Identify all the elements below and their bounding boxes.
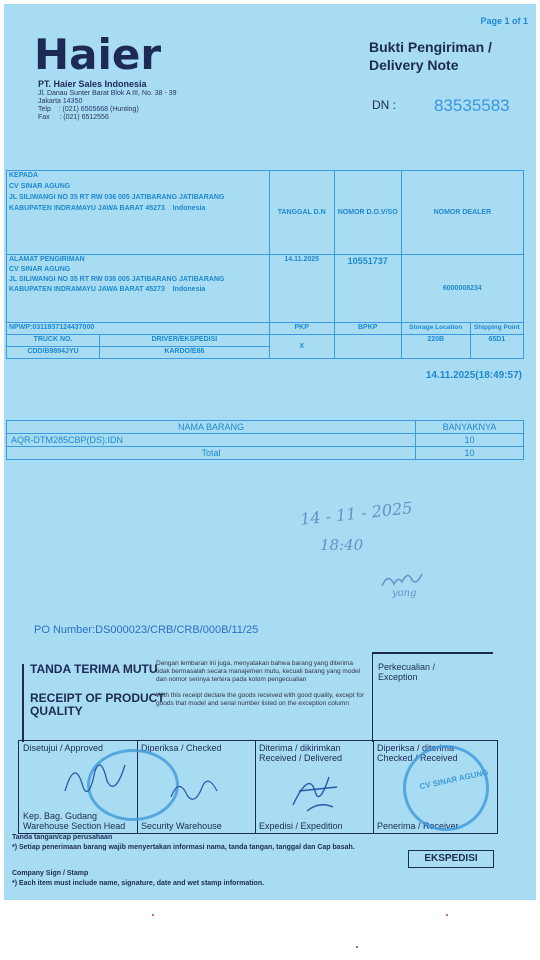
table-row	[7, 434, 524, 447]
receipt-title-en: RECEIPT OF PRODUCT QUALITY	[30, 691, 165, 718]
receipt-bracket	[22, 664, 24, 742]
pkp-header: PKP	[269, 323, 334, 335]
npwp: NPWP:0311937124437000	[7, 323, 270, 335]
nomor-header: NOMOR D.O.V/SO	[334, 171, 401, 255]
approved-signature	[55, 751, 135, 811]
checked-signature	[165, 767, 225, 817]
haier-logo: Haier	[34, 30, 162, 79]
company-address: Jl. Danau Sunter Barat Blok A III, No. 38 - 39 Jakarta 14350 Telp : (021) 6505668 (Hunting) Fax : (021) 6512556	[38, 90, 177, 121]
speck	[356, 946, 358, 948]
alamat-label: ALAMAT PENGIRIMAN	[9, 256, 85, 263]
receipt-text-id: Dengan lembaran ini juga, menyatakan bahwa barang yang diterima tidak bermasalah secara manajemen mutu, kecuali barang yang model dan nomor serinya tertera pada kolom pengecualian	[156, 660, 361, 683]
footer-line-1: Tanda tangan/cap perusahaan	[12, 834, 113, 841]
items-header-name: NAMA BARANG	[7, 421, 416, 434]
handwritten-time: 18:40	[320, 536, 364, 554]
checked-footer: Security Warehouse	[141, 821, 222, 831]
total-qty: 10	[416, 447, 524, 460]
delivered-footer: Expedisi / Expedition	[259, 821, 343, 831]
received-footer: Penerima / Receiver	[377, 821, 459, 831]
approved-footer: Kep. Bag. Gudang Warehouse Section Head	[23, 811, 126, 831]
item-name: AQR-DTM285CBP(DS):IDN	[7, 434, 416, 447]
driver-value: KARDO/E86	[100, 347, 270, 359]
signature-table	[18, 740, 498, 834]
dealer-header: NOMOR DEALER	[401, 171, 523, 255]
alamat-country: Indonesia	[172, 286, 206, 293]
approved-header: Disetujui / Approved	[23, 743, 104, 753]
shipping-header: Shipping Point	[470, 323, 523, 335]
company-name: PT. Haier Sales Indonesia	[38, 79, 147, 89]
kepada-label: KEPADA	[9, 172, 39, 179]
company-stamp	[403, 745, 489, 831]
ekspedisi-box: EKSPEDISI	[408, 850, 494, 868]
speck	[152, 914, 154, 916]
tanggal-header: TANGGAL D.N	[269, 171, 334, 255]
info-table	[6, 170, 524, 359]
storage-header: Storage Location	[401, 323, 470, 335]
po-number: PO Number:DS000023/CRB/CRB/000B/11/25	[34, 624, 259, 636]
speck	[446, 914, 448, 916]
shipping-value: 65D1	[470, 335, 523, 359]
dealer-value: 6000008234	[401, 255, 523, 323]
items-table	[6, 420, 524, 460]
bpkp-header: BPKP	[334, 323, 401, 335]
nomor-value: 10551737	[334, 255, 401, 323]
print-timestamp: 14.11.2025(18:49:57)	[425, 370, 522, 381]
document-title: Bukti Pengiriman / Delivery Note	[369, 39, 492, 73]
company-stamp-text: CV SINAR AGUNG	[418, 767, 490, 792]
item-qty: 10	[416, 434, 524, 447]
handwritten-date: 14 - 11 - 2025	[299, 498, 414, 529]
exception-label: Perkecualian / Exception	[378, 662, 436, 682]
storage-value: 220B	[401, 335, 470, 359]
alamat-address-2: KABUPATEN INDRAMAYU JAWA BARAT 45273	[9, 286, 165, 293]
truck-header: TRUCK NO.	[7, 335, 100, 347]
kepada-address-1: JL SILIWANGI NO 35 RT RW 036 005 JATIBARANG JATIBARANG	[9, 194, 225, 201]
dn-label: DN :	[372, 98, 396, 112]
items-header-qty: BANYAKNYA	[416, 421, 524, 434]
alamat-address-1: JL SILIWANGI NO 35 RT RW 036 005 JATIBARANG JATIBARANG	[9, 276, 225, 283]
footer-line-3: Company Sign / Stamp	[12, 870, 89, 877]
pkp-value: X	[269, 335, 334, 359]
delivery-note-paper	[4, 4, 536, 900]
handwritten-name: yong	[392, 588, 417, 599]
kepada-name: CV SINAR AGUNG	[9, 183, 71, 190]
bpkp-value	[334, 335, 401, 359]
kepada-address-2: KABUPATEN INDRAMAYU JAWA BARAT 45273	[9, 205, 165, 212]
tanggal-value: 14.11.2025	[269, 255, 334, 323]
checked-header: Diperiksa / Checked	[141, 743, 222, 753]
dn-number: 83535583	[434, 96, 510, 115]
footer-line-2: *) Setiap penerimaan barang wajib menyertakan informasi nama, tanda tangan, tanggal dan Cap basah.	[12, 844, 355, 851]
driver-header: DRIVER/EKSPEDISI	[100, 335, 270, 347]
receipt-title-id: TANDA TERIMA MUTU	[30, 662, 158, 676]
kepada-country: Indonesia	[172, 205, 206, 212]
receipt-text-en: With this receipt declare the goods received with good quality, except for goods that model and serial number listed on the exception column	[156, 692, 364, 707]
truck-value: CDD/B9894JYU	[7, 347, 100, 359]
total-label: Total	[7, 447, 416, 460]
footer-line-4: *) Each item must include name, signature, date and wet stamp information.	[12, 880, 265, 887]
delivered-header: Diterima / dikirimkan Received / Delivered	[259, 743, 343, 763]
page-indicator: Page 1 of 1	[480, 16, 528, 26]
alamat-name: CV SINAR AGUNG	[9, 266, 71, 273]
delivered-signature	[279, 761, 349, 821]
received-header: Diperiksa / diterima Checked / Received	[377, 743, 458, 763]
